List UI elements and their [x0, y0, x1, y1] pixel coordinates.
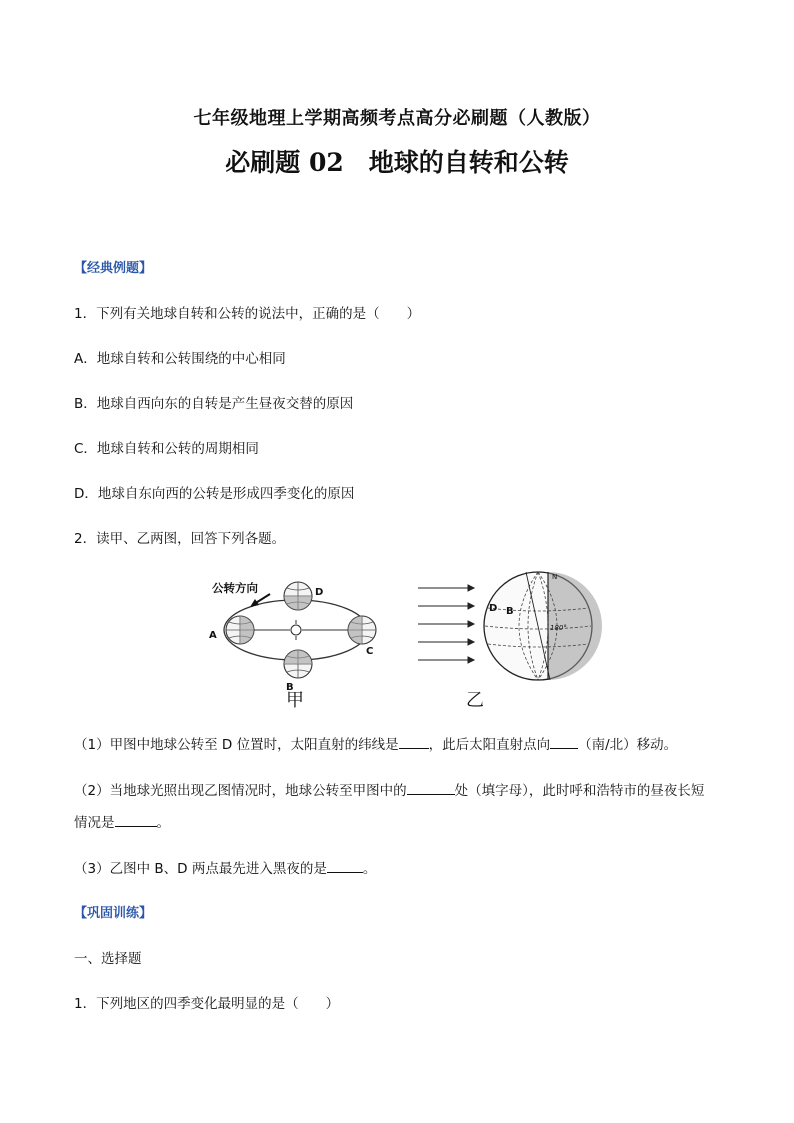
question-2-part-2-cont [74, 811, 170, 831]
q2p2-text-b: 处（填字母），此时呼和浩特市的昼夜长短 [454, 783, 705, 799]
orbit-direction-label: 公转方向 [212, 581, 258, 595]
orbit-point-d: D [315, 587, 324, 598]
figure-caption-jia: 甲 [286, 690, 304, 710]
orbit-point-a: A [209, 630, 217, 641]
illuminated-globe [484, 572, 602, 680]
question-2-stem: 2．读甲、乙两图，回答下列各题。 [74, 531, 286, 547]
question-2-part-3 [74, 857, 376, 877]
earth-icon [348, 616, 376, 644]
q2p1-text-a: （1）甲图中地球公转至 D 位置时，太阳直射的纬线是 [74, 737, 399, 753]
part-one-heading: 一、选择题 [74, 951, 142, 967]
q2p1-text-c: （南/北）移动。 [578, 737, 678, 753]
answer-blank[interactable] [327, 860, 363, 873]
question-1-option-d: D．地球自东向西的公转是形成四季变化的原因 [74, 486, 355, 502]
q2p2-text-c: 情况是 [74, 815, 115, 831]
orbit-direction-arrowhead [250, 599, 259, 607]
document-title: 必刷题 02 地球的自转和公转 [225, 148, 569, 177]
globe-longitude-label: 180° [550, 624, 567, 632]
orbit-point-c: C [366, 646, 374, 657]
earth-icon [284, 650, 312, 678]
next-question-1-stem: 1．下列地区的四季变化最明显的是（ ） [74, 996, 340, 1012]
question-2-part-1 [74, 733, 677, 753]
q2p3-text-a: （3）乙图中 B、D 两点最先进入黑夜的是 [74, 861, 327, 877]
answer-blank[interactable] [550, 736, 578, 749]
question-1-option-a: A．地球自转和公转围绕的中心相同 [74, 351, 286, 367]
section-consolidation: 【巩固训练】 [74, 906, 153, 921]
sun-icon [286, 620, 306, 640]
answer-blank[interactable] [407, 782, 455, 795]
q2p2-text-d: 。 [156, 815, 170, 831]
question-1-option-c: C．地球自转和公转的周期相同 [74, 441, 259, 457]
q2p3-text-b: 。 [362, 861, 377, 877]
section-classic-examples: 【经典例题】 [74, 261, 153, 276]
question-1-option-b: B．地球自西向东的自转是产生昼夜交替的原因 [74, 396, 354, 412]
question-2-part-2 [74, 779, 704, 799]
figure-svg [200, 570, 610, 710]
earth-icon [284, 582, 312, 610]
q2p2-text-a: （2）当地球光照出现乙图情况时，地球公转至甲图中的 [74, 783, 407, 799]
orbit-point-b: B [286, 682, 294, 693]
sunlight-rays [418, 585, 474, 663]
globe-point-b: B [506, 606, 514, 617]
document-subtitle: 七年级地理上学期高频考点高分必刷题（人教版） [193, 108, 601, 129]
orbit-globe-figure [200, 570, 610, 710]
figure-caption-yi: 乙 [466, 690, 484, 710]
globe-north-label: N [552, 573, 558, 581]
answer-blank[interactable] [399, 736, 429, 749]
question-1-stem: 1．下列有关地球自转和公转的说法中，正确的是（ ） [74, 306, 421, 322]
answer-blank[interactable] [115, 814, 157, 827]
globe-point-d: D [489, 603, 498, 614]
earth-icon [226, 616, 254, 644]
q2p1-text-b: ，此后太阳直射点向 [428, 737, 551, 753]
